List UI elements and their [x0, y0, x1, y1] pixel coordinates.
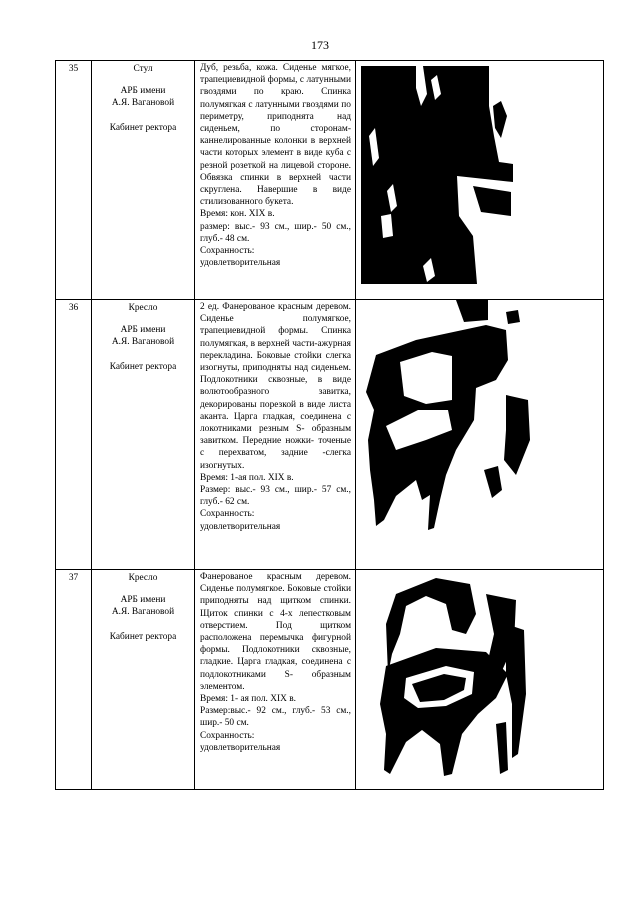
- table-row: [56, 570, 604, 790]
- item-photo-cell: [356, 300, 604, 570]
- owner-line-1: АРБ имени: [120, 595, 166, 606]
- item-size: размер: выс.- 93 см., шир.- 50 см., глуб.- 48 см.: [200, 221, 351, 244]
- item-location: Кабинет ректора: [109, 361, 177, 372]
- table-row: [56, 61, 604, 300]
- item-size: Размер:выс.- 92 см., глуб.- 53 см., шир.- 50 см.: [200, 706, 351, 729]
- item-name: Стул: [133, 64, 153, 74]
- item-time: Время: 1-ая пол. XIX в.: [200, 472, 294, 483]
- item-location: Кабинет ректора: [109, 122, 177, 133]
- item-description-cell: [195, 300, 356, 570]
- owner-line-2: А.Я. Вагановой: [111, 98, 175, 109]
- armchair-photo: [366, 574, 530, 784]
- preservation-value: удовлетворительная: [200, 258, 281, 269]
- item-name: Кресло: [128, 573, 158, 583]
- preservation-label: Сохранность:: [200, 509, 255, 520]
- item-description: Дуб, резьба, кожа. Сиденье мягкое, трапециевидной формы, с латунными гвоздями по краю. Спинка полумягкая с латунными гвоздями по периметру, приподнята над сиденьем, по сторонам- каннелированные колонки в верхней части которых элемент в виде куба с резной розеткой на лицевой стороне. Обвязка спинки в верхней части скруглена. Навершие в виде стилизованного букета.: [200, 63, 351, 208]
- item-photo-cell: [356, 61, 604, 300]
- owner-line-1: АРБ имени: [120, 325, 166, 336]
- item-description: Фанерованое красным деревом. Сиденье полумягкое. Боковые стойки приподняты над щитком спинки. Щиток спинки с 4-х лепестковым отверстием. Под щитком расположена перемычка фигурной формы. Подлокотники сквозные, гладкие. Царга гладкая, соединена с подлокотниками S- образным элементом.: [200, 572, 351, 692]
- item-number: 35: [56, 61, 92, 300]
- item-location: Кабинет ректора: [109, 631, 177, 642]
- item-description: 2 ед. Фанерованое красным деревом. Сиденье полумягкое, трапециевидной формы. Спинка полумягкая, в верхней части-ажурная перекладина. Боковые стойки слегка изогнуты, приподняты над сиденьем. Подлокотники сквозные, в виде волютообразного завитка, декорированы порезкой в виде листа аканта. Царга гладкая, соединена с локотниками резным S- образным завитком. Передние ножки- точеные с перехватом, задние -слегка изогнутых.: [200, 302, 351, 471]
- inventory-table: [55, 60, 604, 790]
- chair-photo: [361, 66, 513, 284]
- owner-line-2: А.Я. Вагановой: [111, 337, 175, 348]
- item-info: [92, 61, 195, 300]
- preservation-label: Сохранность:: [200, 730, 255, 741]
- preservation-value: удовлетворительная: [200, 521, 281, 532]
- preservation-value: удовлетворительная: [200, 742, 281, 753]
- page-number: 173: [311, 38, 329, 52]
- item-description-cell: [195, 570, 356, 790]
- item-photo-cell: [356, 570, 604, 790]
- owner-line-1: АРБ имени: [120, 86, 166, 97]
- item-description-cell: [195, 61, 356, 300]
- item-size: Размер: выс.- 93 см., шир.- 57 см., глуб.- 62 см.: [200, 485, 351, 508]
- armchair-photo: [356, 300, 534, 532]
- owner-line-2: А.Я. Вагановой: [111, 607, 175, 618]
- item-info: [92, 570, 195, 790]
- preservation-label: Сохранность:: [200, 246, 255, 257]
- item-number: 36: [56, 300, 92, 570]
- item-time: Время: кон. XIX в.: [200, 209, 275, 220]
- item-number: 37: [56, 570, 92, 790]
- item-name: Кресло: [128, 303, 158, 313]
- item-info: [92, 300, 195, 570]
- table-row: [56, 300, 604, 570]
- item-time: Время: 1- ая пол. XIX в.: [200, 694, 296, 705]
